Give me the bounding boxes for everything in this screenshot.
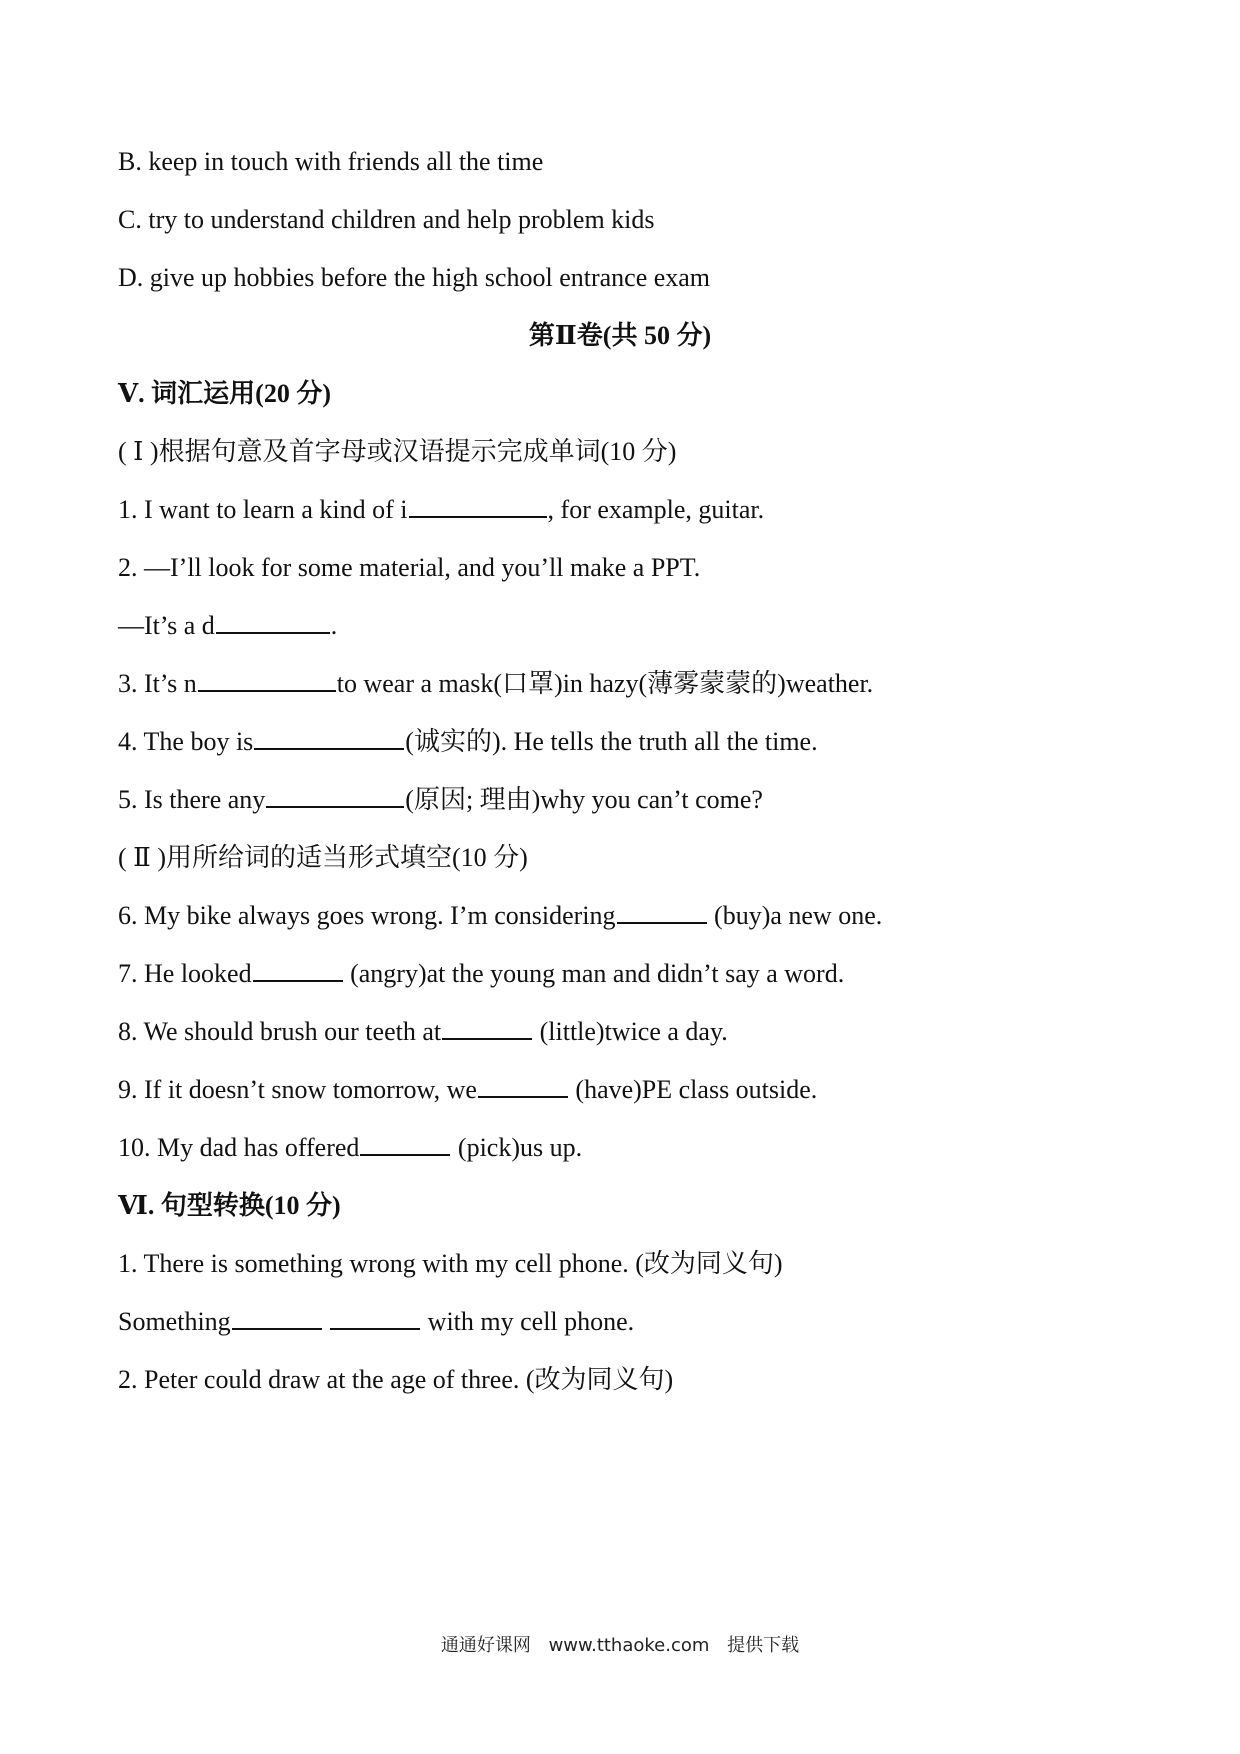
question-text: 6. My bike always goes wrong. I’m considering — [118, 901, 616, 930]
question-text: 8. We should brush our teeth at — [118, 1017, 442, 1046]
question-text: (buy)a new one. — [707, 901, 883, 930]
option-c: C. try to understand children and help problem kids — [118, 205, 655, 234]
question-text: . — [330, 611, 338, 640]
question-2-reply — [118, 610, 337, 642]
question-5 — [118, 784, 763, 816]
question-text: (have)PE class outside. — [568, 1075, 818, 1104]
answer-blank[interactable] — [232, 1306, 322, 1330]
question-text: 4. The boy is — [118, 727, 254, 756]
question-7 — [118, 958, 844, 990]
question-9 — [118, 1074, 817, 1106]
footer-url: www.tthaoke.com — [548, 1635, 710, 1656]
question-2 — [118, 552, 700, 584]
part1-instruction: ( Ⅰ )根据句意及首字母或汉语提示完成单词(10 分) — [118, 437, 677, 466]
question-text: (诚实的). He tells the truth all the time. — [405, 727, 818, 756]
transform-answer-1 — [118, 1306, 634, 1338]
answer-blank[interactable] — [198, 668, 336, 692]
answer-blank[interactable] — [253, 958, 343, 982]
section5-title: Ⅴ. 词汇运用(20 分) — [118, 379, 331, 408]
part2-instruction: ( Ⅱ )用所给词的适当形式填空(10 分) — [118, 843, 528, 872]
question-3 — [118, 668, 873, 700]
question-text: , for example, guitar. — [547, 495, 765, 524]
section6-title: Ⅵ. 句型转换(10 分) — [118, 1191, 341, 1220]
answer-blank[interactable] — [617, 900, 707, 924]
question-text: 9. If it doesn’t snow tomorrow, we — [118, 1075, 477, 1104]
question-text: —It’s a d — [118, 611, 215, 640]
answer-blank[interactable] — [360, 1132, 450, 1156]
question-text: 10. My dad has offered — [118, 1133, 360, 1162]
question-6 — [118, 900, 882, 932]
answer-blank[interactable] — [216, 610, 330, 634]
question-text: 7. He looked — [118, 959, 252, 988]
transform-question-2: 2. Peter could draw at the age of three. (改为同义句) — [118, 1365, 674, 1394]
answer-blank[interactable] — [266, 784, 404, 808]
question-text: Something — [118, 1307, 231, 1336]
question-text: (angry)at the young man and didn’t say a word. — [343, 959, 845, 988]
question-text: (原因; 理由)why you can’t come? — [405, 785, 763, 814]
option-b: B. keep in touch with friends all the time — [118, 147, 544, 176]
page-footer — [0, 1634, 1240, 1658]
answer-blank[interactable] — [442, 1016, 532, 1040]
question-10 — [118, 1132, 582, 1164]
question-text: to wear a mask(口罩)in hazy(薄雾蒙蒙的)weather. — [336, 669, 874, 698]
question-8 — [118, 1016, 728, 1048]
footer-site-name: 通通好课网 — [440, 1635, 531, 1656]
volume-title: 第Ⅱ卷(共 50 分) — [528, 321, 712, 350]
question-text: (pick)us up. — [451, 1133, 583, 1162]
answer-blank[interactable] — [409, 494, 547, 518]
question-text: (little)twice a day. — [533, 1017, 728, 1046]
question-text: with my cell phone. — [421, 1307, 635, 1336]
question-text: 2. —I’ll look for some material, and you’ll make a PPT. — [118, 553, 701, 582]
question-4 — [118, 726, 818, 758]
option-d: D. give up hobbies before the high school entrance exam — [118, 263, 711, 292]
answer-blank[interactable] — [330, 1306, 420, 1330]
transform-question-1: 1. There is something wrong with my cell phone. (改为同义句) — [118, 1249, 783, 1278]
answer-blank[interactable] — [254, 726, 404, 750]
question-1 — [118, 494, 764, 526]
footer-note: 提供下载 — [727, 1635, 800, 1656]
question-text: 1. I want to learn a kind of i — [118, 495, 408, 524]
answer-blank[interactable] — [478, 1074, 568, 1098]
question-text: 3. It’s n — [118, 669, 197, 698]
question-text: 5. Is there any — [118, 785, 266, 814]
